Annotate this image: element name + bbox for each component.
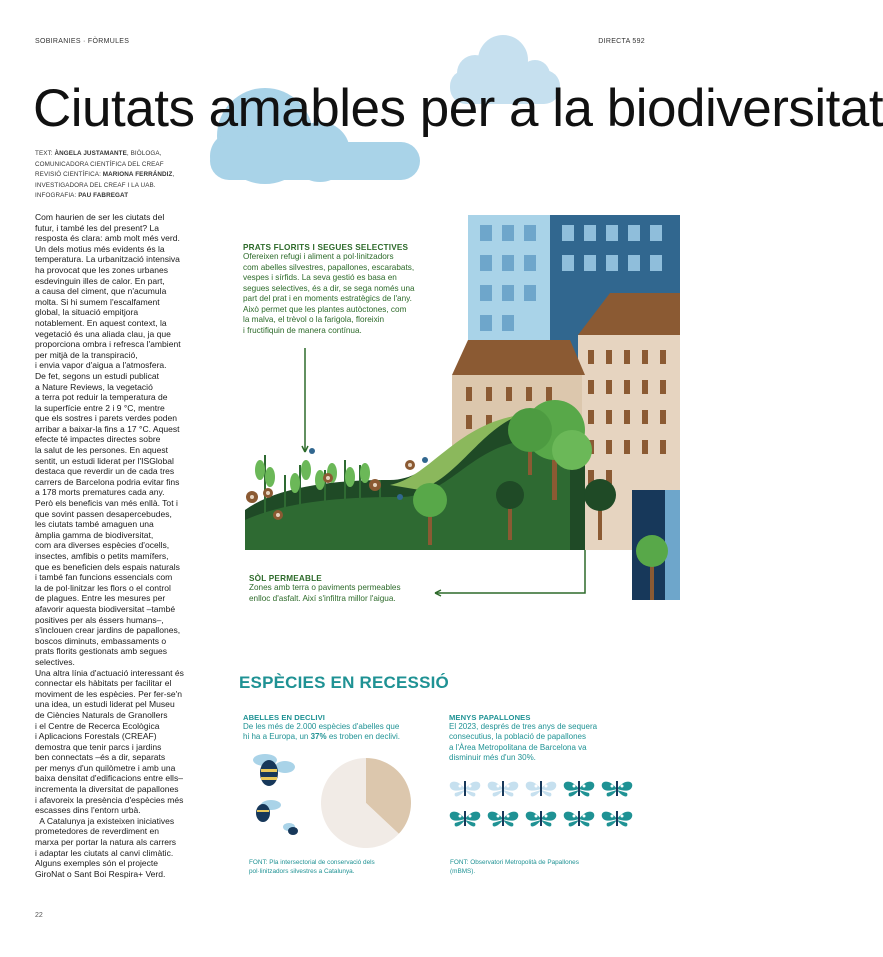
body-line: boscos diminuts, embassaments o [35, 635, 167, 646]
butterfly-icon [488, 781, 519, 796]
body-line: vegetació és una aliada clau, ja que [35, 328, 171, 339]
bees-block [243, 713, 443, 743]
body-line: insectes, amfibis o petits mamífers, [35, 551, 169, 561]
credits: TEXT: ÀNGELA JUSTAMANTE, BIÒLOGA, COMUNICADORA CIENTÍFICA DEL CREAF REVISIÓ CIENTÍFICA: MARIONA FERRÁNDIZ, INVESTIGADORA DEL CREAF I LA UAB. INFOGRAFIA: PAU FABREGAT [35, 150, 175, 200]
body-line: Una altra línia d'actuació interessant és [35, 667, 184, 678]
body-line: una idea, un estudi liderat pel Museu [35, 699, 175, 710]
body-line: ben connectats –és a dir, separats [35, 752, 166, 763]
body-line: carrers de Barcelona podria evitar fins [35, 476, 180, 487]
body-line: notablement. En aquest context, la [35, 317, 167, 328]
body-line: selectives. [35, 656, 75, 667]
page-title: Ciutats amables per a la biodiversitat [33, 79, 883, 138]
body-line: que sovint passen desapercebudes, [35, 508, 172, 519]
author-name: ÀNGELA JUSTAMANTE [54, 150, 127, 157]
body-line: futur, i també les del present? La [35, 222, 160, 233]
body-line: afavorir aquesta biodiversitat –també [35, 603, 176, 614]
butterflies-text-line: a l'Àrea Metropolitana de Barcelona va [449, 742, 587, 752]
body-line: la de pol·linitzar les flors o el control [35, 582, 171, 593]
butterfly-icon [526, 781, 557, 796]
body-line: Però els beneficis van més enllà. Tot i [35, 498, 178, 509]
bees-decline-pie-chart [320, 757, 412, 849]
bee-icon [256, 800, 281, 822]
body-line: i el Centre de Recerca Ecològica [35, 720, 160, 731]
body-line: les ciutats també amaguen una [35, 519, 154, 530]
body-line: que els sostres i parets verdes poden [35, 413, 178, 424]
body-line: Alguns exemples són el projecte [35, 858, 159, 869]
meadow-caption [243, 243, 453, 336]
bees-source: FONT: Pla intersectorial de conservació dels pol·linitzadors silvestres a Catalunya. [249, 859, 375, 875]
butterflies-text [449, 722, 669, 764]
meadow-caption-line: segues selectives, és a dir, se sega només una [243, 283, 415, 293]
body-line: de Ciències Naturals de Granollers [35, 709, 168, 720]
body-line: a causa del ciment, que n'acumula [35, 286, 167, 297]
bee-icon [253, 754, 295, 786]
body-line: a Nature Reviews, la vegetació [35, 381, 153, 392]
body-line: per menys d'un quilòmetre i amb una [35, 762, 176, 773]
body-line: que es beneficien dels espais naturals [35, 561, 180, 572]
body-line: per mitjà de la transpiració, [35, 349, 138, 360]
bees-title: ABELLES EN DECLIVI [243, 713, 325, 722]
body-line: proporciona ombra i refresca l'ambient [35, 339, 181, 350]
body-line: Un dels motius més evidents és la [35, 243, 165, 254]
bees-text: De les més de 2.000 espècies d'abelles que hi ha a Europa, un 37% es troben en declivi. [243, 722, 400, 742]
bee-icon [283, 823, 298, 835]
body-line: a terra pot reduir la temperatura de [35, 392, 168, 403]
infographic-author: PAU FABREGAT [78, 192, 129, 200]
butterflies-text-line: consecutius, la població de papallones [449, 732, 586, 742]
body-line: Com haurien de ser les ciutats del [35, 212, 165, 222]
bees-illustration [243, 755, 323, 835]
body-line: ha provocat que les zones urbanes [35, 264, 169, 275]
body-line: com ara diverses espècies d'ocells, [35, 540, 170, 551]
soil-caption [249, 574, 439, 604]
butterflies-title: MENYS PAPALLONES [449, 713, 531, 722]
body-line: prometedores de reverdiment en [35, 826, 159, 837]
butterfly-icon [450, 811, 481, 826]
meadow-caption-title: PRATS FLORITS I SEGUES SELECTIVES [243, 243, 409, 252]
butterfly-icon [564, 781, 595, 796]
body-line: A Catalunya ja existeixen iniciatives [35, 815, 175, 826]
body-line: positives per als éssers humans–, [35, 614, 164, 625]
body-line: sentit, un estudi liderat per l'ISGlobal [35, 455, 174, 466]
body-line: GiroNat o Sant Boi Respira+ Verd. [35, 868, 166, 879]
body-line: i afavoreix la presència d'espècies més [35, 794, 184, 805]
body-line: i Aplicacions Forestals (CREAF) [35, 731, 157, 742]
butterfly-icon [450, 781, 481, 796]
meadow-caption-line: com abelles silvestres, papallones, escarabats, [243, 262, 415, 272]
butterflies-text-line: El 2023, després de tres anys de sequera [449, 722, 598, 731]
body-line: esdevinguin illes de calor. En part, [35, 275, 165, 286]
body-line: escasses dins l'entorn urbà. [35, 805, 141, 816]
body-line: i envia vapor d'aigua a l'atmosfera. [35, 360, 167, 371]
body-line: baixa densitat d'edificacions entre ells– [35, 773, 183, 784]
body-line: s'inclouen crear jardins de papallones, [35, 625, 181, 636]
issue-label: DIRECTA 592 [598, 38, 645, 45]
section-label: SOBIRANIES · FÒRMULES [35, 38, 130, 45]
body-line: molta. Si hi sumem l'escalfament [35, 296, 160, 307]
body-line: destaca que reverdir un de cada tres [35, 466, 175, 477]
body-line: De fet, segons un estudi publicat [35, 370, 160, 381]
body-line: demostra que tenir parcs i jardins [35, 741, 162, 752]
butterfly-icon [602, 811, 633, 826]
body-line: incrementa la diversitat de papallones [35, 784, 179, 795]
reviewer-name: MARIONA FERRÁNDIZ [102, 171, 173, 179]
butterflies-grid [449, 778, 649, 832]
meadow-caption-line: i fructifiquin de manera contínua. [243, 325, 362, 335]
butterfly-icon [564, 811, 595, 826]
soil-caption-line: Zones amb terra o paviments permeables [249, 583, 401, 592]
butterflies-source: FONT: Observatori Metropolità de Papallones (mBMS). [450, 859, 579, 875]
body-line: la salut de les persones. En aquest [35, 445, 169, 456]
body-line: i també fan funcions essencials com [35, 572, 173, 583]
body-line: arribar a baixar-la fins a 17 °C. Aquest [35, 423, 180, 434]
body-line: efecte té impactes directes sobre [35, 434, 161, 445]
body-line: moviment de les espècies. Per fer-se'n [35, 688, 182, 699]
soil-caption-line: enlloc d'asfalt. Així s'infiltra millor l'aigua. [249, 593, 396, 603]
body-line: de plagues. Entre les mesures per [35, 593, 166, 604]
body-line: àmplia gamma de biodiversitat, [35, 529, 154, 540]
butterflies-block [449, 713, 669, 764]
page-number: 22 [35, 912, 43, 919]
body-line: connectar els hàbitats per facilitar el [35, 678, 172, 689]
body-line: prats florits gestionats amb segues [35, 646, 168, 657]
butterflies-text-line: disminuir més d'un 30%. [449, 753, 536, 763]
butterfly-icon [488, 811, 519, 826]
meadow-caption-line: vespes i sírfids. La seva gestió es basa en [243, 273, 397, 282]
body-line: temperatura. La urbanització intensiva [35, 254, 180, 265]
body-line: la superfície entre 2 i 9 °C, mentre [35, 402, 165, 413]
body-line: resposta és clara: amb molt més verd. [35, 233, 180, 244]
body-line: i adaptar les ciutats al canvi climàtic. [35, 847, 174, 858]
article-body [35, 212, 195, 879]
butterfly-icon [526, 811, 557, 826]
meadow-caption-line: Això permet que les plantes autòctones, com [243, 304, 407, 314]
meadow-caption-line: part del prat i en moments estratègics de l'any. [243, 294, 412, 303]
body-line: a 178 morts prematures cada any. [35, 487, 165, 498]
meadow-caption-line: Ofereixen refugi i aliment a pol·linitzadors [243, 252, 394, 261]
body-line: global, la situació empitjora [35, 307, 139, 318]
body-line: marxa per portar la natura als carrers [35, 837, 177, 848]
butterfly-icon [602, 781, 633, 796]
meadow-caption-line: la malva, el trèvol o la farigola, floreixin [243, 315, 385, 324]
species-section-title: ESPÈCIES EN RECESSIÓ [239, 673, 449, 692]
soil-caption-title: SÒL PERMEABLE [249, 574, 322, 583]
